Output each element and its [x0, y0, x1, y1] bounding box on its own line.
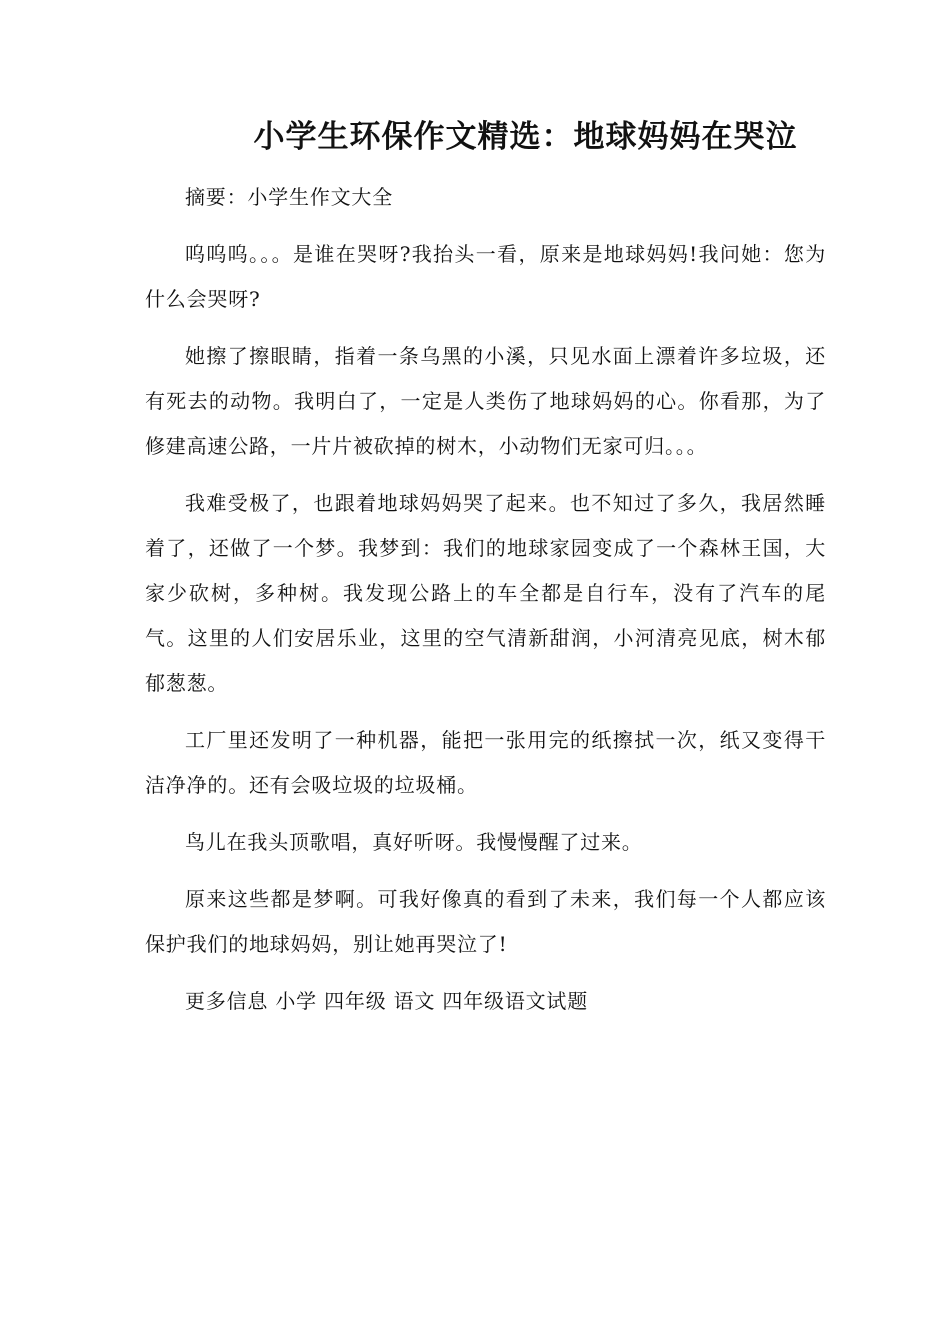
paragraph-6: 原来这些都是梦啊。可我好像真的看到了未来，我们每一个人都应该保护我们的地球妈妈，别让她再哭泣了!	[145, 886, 826, 956]
paragraph-3: 我难受极了，也跟着地球妈妈哭了起来。也不知过了多久，我居然睡着了，还做了一个梦。我梦到：我们的地球家园变成了一个森林王国，大家少砍树，多种树。我发现公路上的车全都是自行车，没有了汽车的尾气。这里的人们安居乐业，这里的空气清新甜润，小河清亮见底，树木郁郁葱葱。	[145, 490, 826, 695]
footer-info-line: 更多信息 小学 四年级 语文 四年级语文试题	[185, 988, 589, 1013]
paragraph-5: 鸟儿在我头顶歌唱，真好听呀。我慢慢醒了过来。	[185, 829, 643, 854]
document-title: 小学生环保作文精选：地球妈妈在哭泣	[253, 119, 798, 155]
paragraph-1: 呜呜呜。。。是谁在哭呀?我抬头一看，原来是地球妈妈!我问她：您为什么会哭呀?	[145, 241, 826, 311]
paragraph-2: 她擦了擦眼睛，指着一条乌黑的小溪，只见水面上漂着许多垃圾，还有死去的动物。我明白了，一定是人类伤了地球妈妈的心。你看那，为了修建高速公路，一片片被砍掉的树木，小动物们无家可归。。。	[145, 343, 826, 458]
summary-line: 摘要：小学生作文大全	[185, 184, 393, 209]
paragraph-4: 工厂里还发明了一种机器，能把一张用完的纸擦拭一次，纸又变得干洁净净的。还有会吸垃圾的垃圾桶。	[145, 727, 826, 797]
